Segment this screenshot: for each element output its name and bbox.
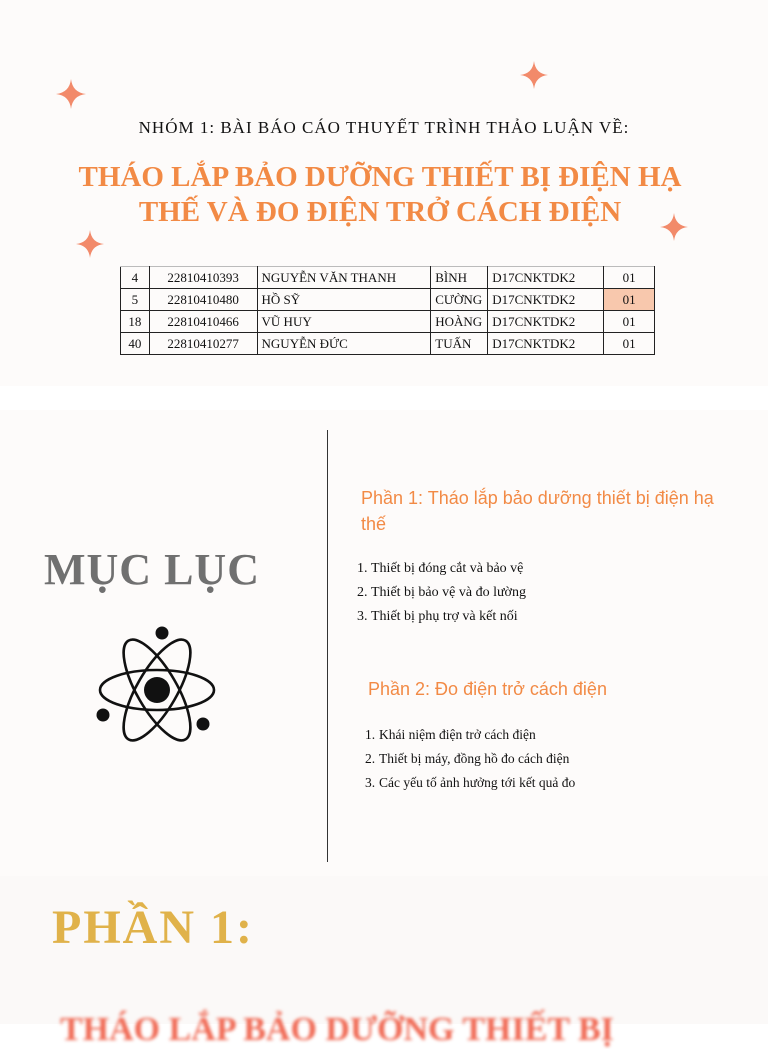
cover-slide	[0, 0, 768, 386]
class-cell: D17CNKTDK2	[488, 267, 604, 289]
class-cell: D17CNKTDK2	[488, 289, 604, 311]
list-item: 3. Các yếu tố ảnh hưởng tới kết quả đo	[365, 775, 576, 790]
sparkle-icon	[56, 79, 86, 109]
atom-icon	[92, 623, 222, 753]
part1-list	[357, 557, 526, 629]
table-row	[121, 311, 655, 333]
last-name-cell: NGUYỄN ĐỨC	[257, 333, 431, 355]
table-row	[121, 289, 655, 311]
student-id-cell: 22810410393	[149, 267, 257, 289]
part1-heading: Phần 1: Tháo lắp bảo dưỡng thiết bị điện hạ thế	[361, 488, 714, 534]
table-of-contents-slide	[0, 410, 768, 876]
title-line-2: THẾ VÀ ĐO ĐIỆN TRỞ CÁCH ĐIỆN	[138, 196, 622, 228]
list-item: 1. Thiết bị đóng cắt và bảo vệ	[357, 561, 524, 576]
group-cell-highlighted: 01	[604, 289, 655, 311]
part2-list	[365, 723, 575, 795]
part1-slide	[0, 876, 768, 1048]
list-item: 3. Thiết bị phụ trợ và kết nối	[357, 609, 518, 624]
group-cell: 01	[604, 267, 655, 289]
first-name-cell: BÌNH	[431, 267, 488, 289]
sparkle-icon	[520, 61, 548, 89]
stt-cell: 5	[121, 289, 150, 311]
student-id-cell: 22810410480	[149, 289, 257, 311]
student-id-cell: 22810410466	[149, 311, 257, 333]
last-name-cell: VŨ HUY	[257, 311, 431, 333]
first-name-cell: TUẤN	[431, 333, 488, 355]
list-item: 2. Thiết bị bảo vệ và đo lường	[357, 585, 526, 600]
stt-cell: 18	[121, 311, 150, 333]
part1-subtitle-cropped: THÁO LẮP BẢO DƯỠNG THIẾT BỊ	[60, 1011, 614, 1048]
group-cell: 01	[604, 311, 655, 333]
stt-cell: 40	[121, 333, 150, 355]
report-title	[30, 160, 730, 230]
title-line-1: THÁO LẮP BẢO DƯỠNG THIẾT BỊ ĐIỆN HẠ	[78, 161, 682, 193]
part1-title: PHẦN 1:	[52, 901, 254, 954]
first-name-cell: HOÀNG	[431, 311, 488, 333]
table-row	[121, 333, 655, 355]
report-subtitle: NHÓM 1: BÀI BÁO CÁO THUYẾT TRÌNH THẢO LUẬN VỀ:	[138, 118, 630, 137]
vertical-divider	[327, 430, 328, 862]
stt-cell: 4	[121, 267, 150, 289]
members-table	[120, 266, 655, 355]
class-cell: D17CNKTDK2	[488, 333, 604, 355]
class-cell: D17CNKTDK2	[488, 311, 604, 333]
list-item: 2. Thiết bị máy, đồng hồ đo cách điện	[365, 751, 570, 766]
toc-title: MỤC LỤC	[44, 545, 260, 594]
last-name-cell: NGUYỄN VĂN THANH	[257, 267, 431, 289]
part2-heading: Phần 2: Đo điện trở cách điện	[368, 679, 607, 699]
last-name-cell: HỒ SỸ	[257, 289, 431, 311]
sparkle-icon	[76, 230, 104, 258]
table-row	[121, 267, 655, 289]
list-item: 1. Khái niệm điện trở cách điện	[365, 727, 536, 742]
student-id-cell: 22810410277	[149, 333, 257, 355]
group-cell: 01	[604, 333, 655, 355]
first-name-cell: CƯỜNG	[431, 289, 488, 311]
